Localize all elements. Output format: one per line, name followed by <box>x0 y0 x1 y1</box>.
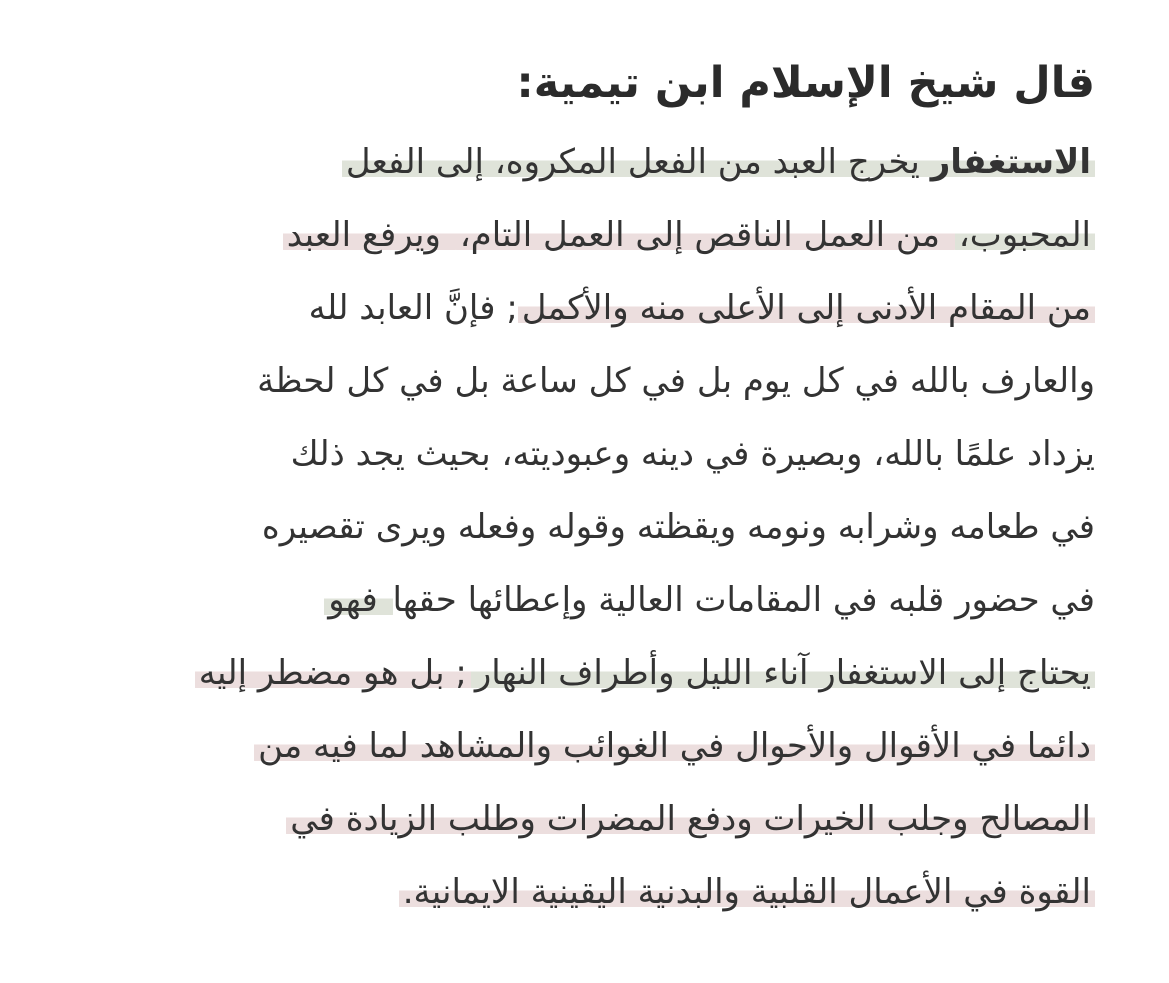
quote-line-7 <box>60 564 1095 637</box>
quote-title: قال شيخ الإسلام ابن تيمية: <box>516 58 1095 108</box>
highlight-red: القوة في الأعمال القلبية والبدنية اليقينية الايمانية. <box>399 872 1095 912</box>
line-text: يخرج العبد من الفعل المكروه، إلى الفعل <box>345 142 931 182</box>
highlight-green <box>342 142 1095 182</box>
line-text: والعارف بالله في كل يوم بل في كل ساعة بل في كل لحظة <box>257 361 1095 401</box>
quote-line-5 <box>60 418 1095 491</box>
quote-line-10 <box>60 783 1095 856</box>
highlight-red: ويرفع العبد <box>283 215 456 255</box>
quote-document <box>60 40 1095 960</box>
keyword-istighfar: الاستغفار <box>930 142 1091 182</box>
quote-line-11 <box>60 856 1095 929</box>
quote-line-6 <box>60 491 1095 564</box>
quote-line-1 <box>60 126 1095 199</box>
line-text: في طعامه وشرابه ونومه ويقظته وقوله وفعله ويرى تقصيره <box>261 507 1095 547</box>
line-text: ; فإنَّ العابد لله <box>308 288 518 328</box>
highlight-red: ; بل هو مضطر إليه <box>195 653 471 693</box>
highlight-green: يحتاج إلى الاستغفار آناء الليل وأطراف النهار <box>471 653 1095 693</box>
highlight-red: دائما في الأقوال والأحوال في الغوائب والمشاهد لما فيه من <box>254 726 1095 766</box>
highlight-green: فهو <box>324 580 392 620</box>
line-text: في حضور قلبه في المقامات العالية وإعطائها حقها <box>392 580 1095 620</box>
quote-line-8 <box>60 637 1095 710</box>
quote-line-2 <box>60 199 1095 272</box>
highlight-red: المصالح وجلب الخيرات ودفع المضرات وطلب الزيادة في <box>286 799 1095 839</box>
quote-line-9 <box>60 710 1095 783</box>
highlight-green: المحبوب، <box>955 215 1095 255</box>
line-text: يزداد علمًا بالله، وبصيرة في دينه وعبوديته، بحيث يجد ذلك <box>290 434 1095 474</box>
highlight-red: من المقام الأدنى إلى الأعلى منه والأكمل <box>518 288 1095 328</box>
quote-line-4 <box>60 345 1095 418</box>
highlight-red: من العمل الناقص إلى العمل التام، <box>456 215 955 255</box>
quote-line-3 <box>60 272 1095 345</box>
